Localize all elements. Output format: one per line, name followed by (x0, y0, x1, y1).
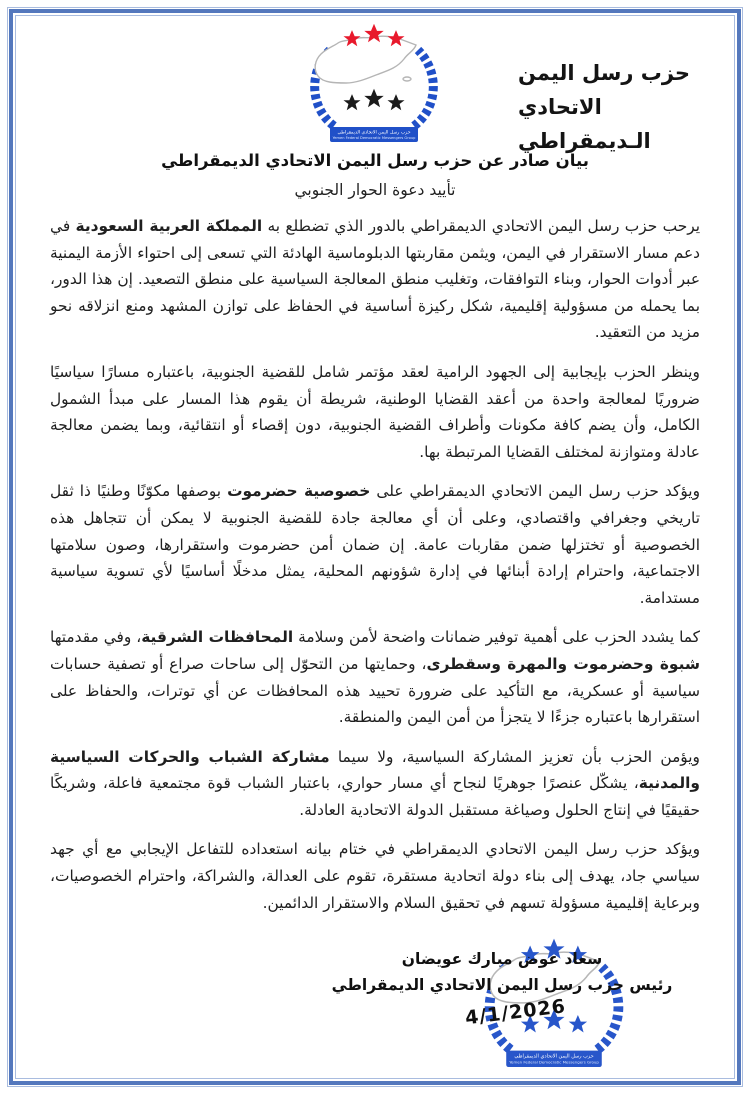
party-name (518, 56, 750, 158)
statement-paragraph: يرحب حزب رسل اليمن الاتحادي الديمقراطي بالدور الذي تضطلع به المملكة العربية السعودية في دعم مسار الاستقرار في اليمن، ويثمن مقاربتها الدبلوماسية الهادئة التي تسعى إلى احتواء الأزمة اليمنية عبر أدوات الحوار، وبناء التوافقات، وتغليب منطق المعالجة السياسية على منطق التصعيد. إن هذا الدور، بما يحمله من مسؤولية إقليمية، شكل ركيزة أساسية في الحفاظ على توازن المشهد ومنع انزلاقه نحو مزيد من التعقيد. (50, 217, 701, 342)
party-name-line2: الـديمقراطي (518, 129, 651, 153)
signatory-name: سعاد عوض مبارك عويضان (401, 950, 603, 968)
signatory-title: رئيس حزب رسل اليمن الاتحادي الديمقراطي (331, 976, 673, 994)
stamp-banner-text-en: Yemen Federal Democratic Messengers Group (509, 1059, 599, 1065)
statement-paragraph: ويؤكد حزب رسل اليمن الاتحادي الديمقراطي في ختام بيانه استعداده للتفاعل الإيجابي مع أي جهد سياسي جاد، يهدف إلى بناء دولة اتحادية مستقرة، تقوم على العدالة، والشراكة، واحترام الخصوصيات، وبرعاية إقليمية مسؤولة تسهم في تحقيق السلام والاستقرار الدائمين. (50, 840, 700, 912)
statement-paragraph: ويؤكد حزب رسل اليمن الاتحادي الديمقراطي على خصوصية حضرموت بوصفها مكوّنًا وطنيًا ذا ثقل تاريخي وجغرافي واقتصادي، وعلى أن أي معالجة جادة للقضية الجنوبية لا يمكن أن تتجاهل هذه الخصوصية أو تختزلها ضمن مقاربات عامة. إن ضمان أمن حضرموت واستقرارها، وصون سلامتها الاجتماعية، واحترام إرادة أبنائها في إدارة شؤونهم المحلية، يمثل مدخلًا أساسيًا لأي تسوية سياسية مستدامة. (50, 482, 701, 607)
stamp-banner-text-ar: حزب رسل اليمن الاتحادي الديمقراطي (514, 1053, 594, 1060)
statement-date: 4/1/2026 (464, 995, 568, 1030)
statement-paragraph: كما يشدد الحزب على أهمية توفير ضمانات واضحة لأمن وسلامة المحافظات الشرقية، وفي مقدمتها شبوة وحضرموت والمهرة وسقطرى، وحمايتها من التحوّل إلى ساحات صراع أو تصفية حسابات سياسية أو عسكرية، مع التأكيد على ضرورة تحييد هذه المحافظات عن أي توترات، والحفاظ على استقرارها باعتباره جزءًا لا يتجزأ من أمن اليمن والمنطقة. (50, 628, 700, 727)
socotra-island-icon (403, 77, 411, 81)
wreath-right-icon (414, 50, 433, 126)
mid-stars-icon (343, 89, 404, 110)
party-emblem-icon (303, 24, 445, 144)
emblem-banner-text-en: Yemen Federal Democratic Messengers Group (332, 136, 416, 140)
emblem-banner-text-ar: حزب رسل اليمن الاتحادي الديمقراطي (337, 130, 411, 136)
statement-paragraph: ويؤمن الحزب بأن تعزيز المشاركة السياسية، ولا سيما مشاركة الشباب والحركات السياسية والمدنية، يشكّل عنصرًا جوهريًا لنجاح أي مسار حواري، باعتبار الشباب قوة مجتمعية فاعلة، وشريكًا حقيقيًا في إنتاج الحلول وصياغة مستقبل الدولة الاتحادية العادلة. (50, 747, 700, 819)
statement-title: بيان صادر عن حزب رسل اليمن الاتحادي الديمقراطي (161, 151, 589, 170)
statement-body (50, 213, 700, 929)
statement-paragraph: وينظر الحزب بإيجابية إلى الجهود الرامية لعقد مؤتمر شامل للقضية الجنوبية، باعتباره مسارًا سياسيًا ضروريًا لمعالجة واحدة من أعقد القضايا الوطنية، شريطة أن يقوم هذا المسار على مبدأ الشمول الكامل، وأن يضم كافة مكونات وأطراف القضية الجنوبية، دون إقصاء أو انتقائية، وبما يضمن معالجة عادلة ومتوازنة لمختلف القضايا المرتبطة بها. (50, 362, 700, 461)
party-name-line1: حزب رسل اليمن الاتحادي (518, 61, 691, 119)
yemen-map-icon (315, 36, 416, 83)
statement-subtitle: تأييد دعوة الحوار الجنوبي (294, 181, 456, 199)
signature-block (318, 950, 686, 1030)
